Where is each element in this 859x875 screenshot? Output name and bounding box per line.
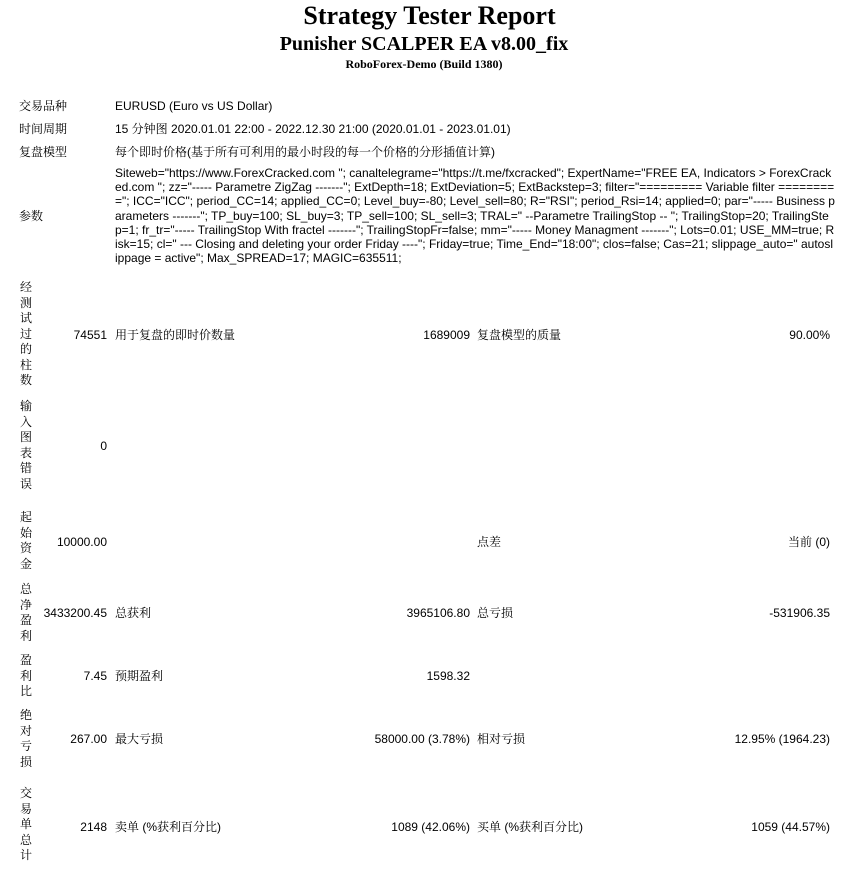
gross-profit-value: 3965106.80: [406, 606, 470, 620]
expected-payoff-value: 1598.32: [426, 669, 470, 683]
short-positions-label: 卖单 (%获利百分比): [115, 820, 221, 834]
server-info: RoboForex-Demo (Build 1380): [345, 57, 503, 71]
bars-label: 经测试过的柱数: [19, 280, 32, 387]
max-drawdown-label: 最大亏损: [115, 732, 164, 746]
gross-loss-value: -531906.35: [769, 606, 830, 620]
spread-label: 点差: [477, 535, 502, 549]
profit-factor-value: 7.45: [83, 669, 107, 683]
report-subtitle: Punisher SCALPER EA v8.00_fix: [279, 33, 569, 55]
net-profit-label: 总净盈利: [19, 582, 32, 643]
ticks-label: 用于复盘的即时价数量: [115, 328, 236, 342]
abs-drawdown-value: 267.00: [70, 732, 107, 746]
params-value: Siteweb="https://www.ForexCracked.com "; canaltelegrame="https://t.me/fxcracked"; ExpertName="FREE EA, Indicators > ForexCracked.com "; zz="----- Parametre ZigZag -------"; ExtDepth=18; ExtDeviation=5; ExtBackstep=3; filter="========= Variable filter ========="; ICC="ICC"; period_CC=14; applied_CC=0; Level_buy=-80; Level_sell=80; R="RSI"; period_Rsi=14; applied=0; par="----- Business parameters -------"; TP_buy=100; SL_buy=3; TP_sell=100; SL_sell=3; TRAL=" --Parametre TrailingStop -- "; TrailingStop=20; TrailingStep=1; fr_tr="----- TrailingStop With fractel -------"; TrailingStopFr=false; mm="----- Money Managment -------"; Lots=0.01; USE_MM=true; Risk=15; cl=" --- Closing and deleting your order Friday ----"; Friday=true; Time_End="18:00"; clos=false; Cas=21; slippage_auto=" autoslippage = active"; Max_SPREAD=17; MAGIC=635511;: [115, 166, 835, 266]
short-positions-value: 1089 (42.06%): [391, 820, 470, 834]
deposit-value: 10000.00: [56, 535, 107, 549]
long-positions-label: 买单 (%获利百分比): [477, 820, 583, 834]
long-positions-value: 1059 (44.57%): [751, 820, 830, 834]
model-label: 复盘模型: [19, 145, 68, 159]
bars-value: 74551: [73, 328, 107, 342]
period-value: 15 分钟图 2020.01.01 22:00 - 2022.12.30 21:00 (2020.01.01 - 2023.01.01): [115, 122, 511, 136]
errors-label: 输入图表错误: [19, 399, 32, 491]
params-label: 参数: [19, 209, 44, 223]
abs-drawdown-label: 绝对亏损: [19, 708, 32, 769]
model-value: 每个即时价格(基于所有可利用的最小时段的每一个价格的分形插值计算): [115, 145, 495, 159]
max-drawdown-value: 58000.00 (3.78%): [374, 732, 470, 746]
errors-value: 0: [100, 439, 107, 453]
period-label: 时间周期: [19, 122, 68, 136]
total-trades-label: 交易单总计: [19, 786, 32, 862]
deposit-label: 起始资金: [19, 510, 32, 571]
gross-profit-label: 总获利: [115, 606, 152, 620]
expected-payoff-label: 预期盈利: [115, 669, 164, 683]
gross-loss-label: 总亏损: [477, 606, 514, 620]
spread-value: 当前 (0): [787, 535, 830, 549]
report-title: Strategy Tester Report: [303, 1, 556, 30]
symbol-value: EURUSD (Euro vs US Dollar): [115, 99, 273, 113]
rel-drawdown-value: 12.95% (1964.23): [734, 732, 830, 746]
rel-drawdown-label: 相对亏损: [477, 732, 526, 746]
total-trades-value: 2148: [80, 820, 107, 834]
quality-label: 复盘模型的质量: [477, 328, 562, 342]
quality-value: 90.00%: [789, 328, 830, 342]
net-profit-value: 3433200.45: [43, 606, 107, 620]
symbol-label: 交易品种: [19, 99, 68, 113]
profit-factor-label: 盈利比: [19, 653, 32, 698]
ticks-value: 1689009: [423, 328, 470, 342]
